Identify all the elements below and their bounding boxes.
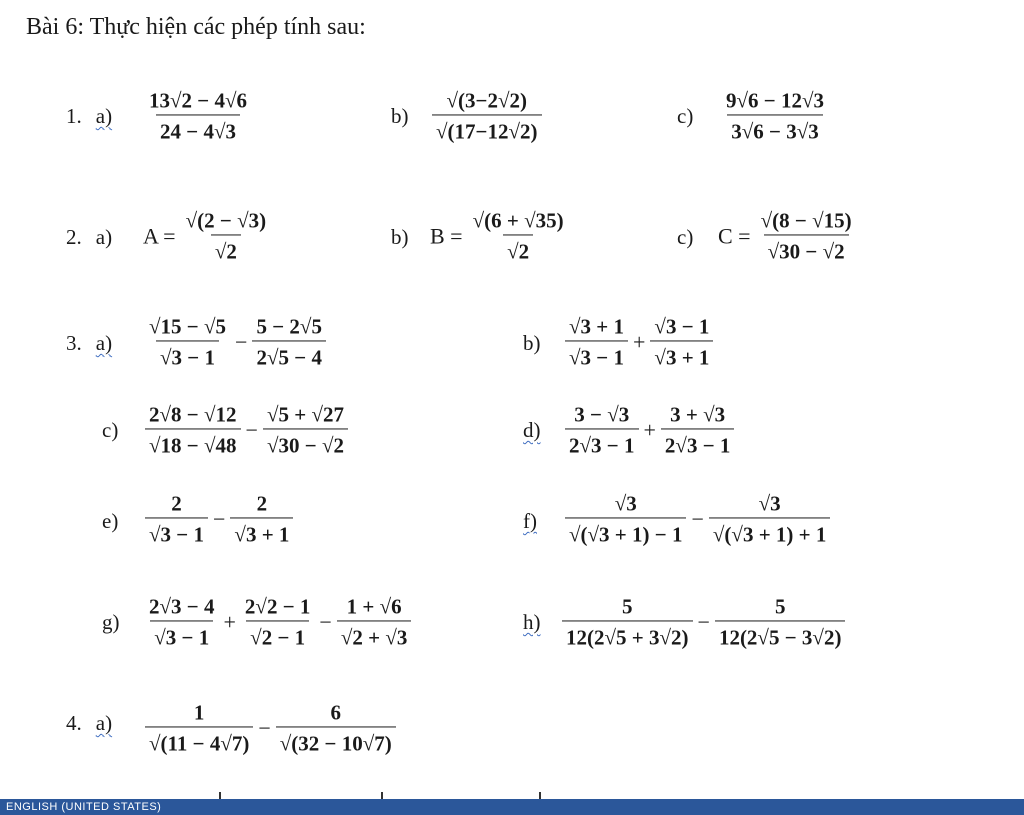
numerator: √(6 + √35)	[472, 208, 564, 233]
numerator: 2√8 − √12	[149, 402, 237, 427]
numerator: 13√2 − 4√6	[149, 88, 248, 113]
numerator: 2√2 − 1	[244, 594, 311, 619]
denominator: √2 − 1	[246, 621, 309, 649]
ruler-tick	[381, 792, 383, 799]
denominator: 12(2√5 + 3√2)	[562, 621, 693, 649]
fraction	[469, 209, 568, 262]
part-b-label: b)	[523, 331, 541, 355]
problem-1b-expression	[430, 89, 544, 142]
problem-1-label	[66, 106, 112, 127]
fraction	[565, 403, 639, 456]
item-label: 3.	[66, 331, 82, 355]
fraction	[145, 492, 208, 545]
numerator: 9√6 − 12√3	[726, 88, 825, 113]
item-label: a)	[95, 104, 113, 128]
denominator: √3 − 1	[145, 518, 208, 546]
fraction	[263, 403, 348, 456]
problem-4a-expression	[143, 701, 398, 754]
problem-3c-expression	[143, 403, 350, 456]
problem-2b-expression	[430, 209, 570, 262]
operator: −	[691, 506, 704, 531]
numerator: √15 − √5	[149, 314, 227, 339]
part-b-label: b)	[391, 104, 409, 128]
problem-3-label	[66, 333, 112, 354]
fraction	[432, 89, 542, 142]
fraction	[562, 595, 693, 648]
denominator: √3 − 1	[156, 341, 219, 369]
denominator: √2 + √3	[337, 621, 412, 649]
fraction	[182, 209, 271, 262]
exercise-title: Bài 6: Thực hiện các phép tính sau:	[26, 14, 366, 40]
fraction	[252, 315, 326, 368]
part-g-label: g)	[102, 610, 120, 634]
denominator: √3 + 1	[230, 518, 293, 546]
problem-2-label	[66, 227, 112, 248]
numerator: √(2 − √3)	[185, 208, 267, 233]
part-f-label	[523, 511, 537, 532]
fraction	[145, 89, 251, 142]
fraction	[722, 89, 828, 142]
fraction	[276, 701, 396, 754]
variable-assignment: A =	[143, 223, 176, 248]
numerator: √3	[758, 491, 781, 516]
fraction	[145, 315, 230, 368]
operator: −	[245, 417, 258, 442]
numerator: 3 − √3	[574, 402, 630, 427]
problem-4-label	[66, 713, 112, 734]
fraction	[337, 595, 412, 648]
numerator: √(8 − √15)	[760, 208, 852, 233]
denominator: √30 − √2	[263, 429, 348, 457]
numerator: 3 + √3	[670, 402, 726, 427]
problem-3g-expression	[143, 595, 413, 648]
fraction	[230, 492, 293, 545]
fraction	[145, 403, 241, 456]
denominator: √(11 − 4√7)	[145, 727, 253, 755]
numerator: 5	[774, 594, 786, 619]
fraction	[650, 315, 713, 368]
part-c-label: c)	[677, 104, 694, 128]
fraction	[565, 492, 686, 545]
ruler-tick	[539, 792, 541, 799]
denominator: √3 + 1	[650, 341, 713, 369]
problem-1a-expression	[143, 89, 253, 142]
operator: +	[223, 609, 236, 634]
fraction	[565, 315, 628, 368]
problem-3f-expression	[563, 492, 832, 545]
numerator: √3	[614, 491, 637, 516]
denominator: 2√3 − 1	[565, 429, 639, 457]
fraction	[715, 595, 846, 648]
denominator: √3 − 1	[150, 621, 213, 649]
problem-1c-expression	[720, 89, 830, 142]
item-label: f)	[523, 509, 537, 533]
numerator: √(3−2√2)	[446, 88, 528, 113]
denominator: √(32 − 10√7)	[276, 727, 396, 755]
item-label: a)	[95, 225, 113, 249]
problem-3e-expression	[143, 492, 295, 545]
part-h-label	[523, 612, 541, 633]
item-label: d)	[523, 418, 541, 442]
numerator: 2	[256, 491, 268, 516]
denominator: 2√5 − 4	[252, 341, 326, 369]
problem-3a-expression	[143, 315, 328, 368]
status-bar	[0, 799, 1024, 815]
operator: −	[697, 609, 710, 634]
language-indicator[interactable]: ENGLISH (UNITED STATES)	[6, 801, 162, 813]
part-c-label: c)	[102, 418, 119, 442]
part-d-label	[523, 420, 541, 441]
numerator: 5	[622, 594, 633, 619]
fraction	[145, 595, 219, 648]
problem-2a-expression	[143, 209, 272, 262]
numerator: √3 + 1	[569, 314, 624, 339]
item-label: a)	[95, 711, 113, 735]
problem-3h-expression	[560, 595, 847, 648]
denominator: 2√3 − 1	[661, 429, 735, 457]
denominator: 12(2√5 − 3√2)	[715, 621, 846, 649]
operator: −	[258, 715, 271, 740]
numerator: 2√3 − 4	[149, 594, 215, 619]
item-label: 2.	[66, 225, 82, 249]
variable-assignment: C =	[718, 223, 751, 248]
operator: −	[213, 506, 226, 531]
numerator: 5 − 2√5	[256, 314, 322, 339]
problem-3b-expression	[563, 315, 715, 368]
item-label: h)	[523, 610, 541, 634]
denominator: 24 − 4√3	[156, 115, 240, 143]
problem-3d-expression	[563, 403, 736, 456]
denominator: √3 − 1	[565, 341, 628, 369]
numerator: 6	[330, 700, 342, 725]
fraction	[757, 209, 856, 262]
fraction	[661, 403, 735, 456]
operator: −	[319, 609, 332, 634]
operator: +	[643, 417, 656, 442]
item-label: a)	[95, 331, 113, 355]
operator: +	[633, 329, 646, 354]
part-b-label: b)	[391, 225, 409, 249]
denominator: √(√3 + 1) − 1	[565, 518, 686, 546]
part-c-label: c)	[677, 225, 694, 249]
numerator: 1	[193, 700, 205, 725]
numerator: 2	[171, 491, 182, 516]
variable-assignment: B =	[430, 223, 463, 248]
numerator: √5 + √27	[266, 402, 344, 427]
numerator: 1 + √6	[346, 594, 402, 619]
denominator: √18 − √48	[145, 429, 241, 457]
ruler-tick	[219, 792, 221, 799]
item-label: 4.	[66, 711, 82, 735]
denominator: √2	[503, 235, 533, 263]
part-e-label: e)	[102, 509, 119, 533]
problem-2c-expression	[718, 209, 858, 262]
item-label: 1.	[66, 104, 82, 128]
denominator: 3√6 − 3√3	[727, 115, 823, 143]
denominator: √2	[211, 235, 241, 263]
fraction	[241, 595, 315, 648]
denominator: √(√3 + 1) + 1	[709, 518, 830, 546]
operator: −	[235, 329, 248, 354]
fraction	[709, 492, 830, 545]
denominator: √(17−12√2)	[432, 115, 542, 143]
fraction	[145, 701, 253, 754]
numerator: √3 − 1	[654, 314, 710, 339]
denominator: √30 − √2	[764, 235, 849, 263]
